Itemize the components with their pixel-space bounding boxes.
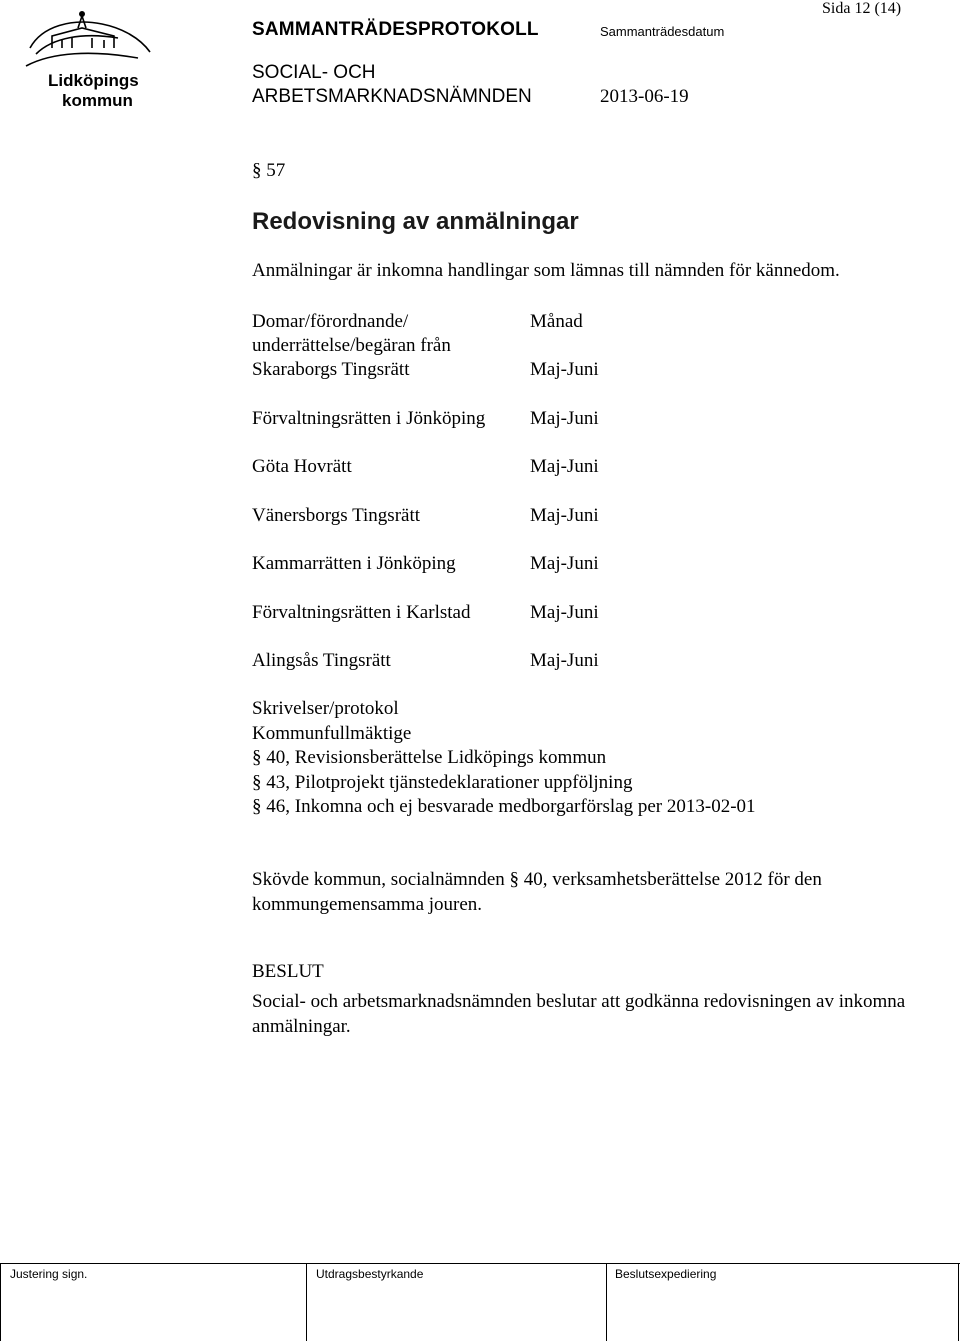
court-month: Maj-Juni — [530, 650, 599, 671]
footer-utdrag-label: Utdragsbestyrkande — [316, 1267, 424, 1281]
court-name: Förvaltningsrätten i Jönköping — [252, 408, 486, 429]
court-month: Maj-Juni — [530, 408, 599, 429]
court-month: Maj-Juni — [530, 602, 599, 623]
court-name: Alingsås Tingsrätt — [252, 650, 391, 671]
court-month: Maj-Juni — [530, 505, 599, 526]
list-item: § 46, Inkomna och ej besvarade medborgarförslag per 2013-02-01 — [252, 796, 756, 817]
meeting-date: 2013-06-19 — [600, 86, 689, 107]
court-month: Maj-Juni — [530, 359, 599, 380]
section-heading: Redovisning av anmälningar — [252, 208, 579, 235]
list-item: § 40, Revisionsberättelse Lidköpings kommun — [252, 747, 607, 768]
protocol-title: SAMMANTRÄDESPROTOKOLL — [252, 19, 539, 40]
court-name: Förvaltningsrätten i Karlstad — [252, 602, 471, 623]
list-item: § 43, Pilotprojekt tjänstedeklarationer uppföljning — [252, 771, 633, 793]
footer-justering-label: Justering sign. — [10, 1267, 88, 1281]
lidkoping-logo — [22, 8, 162, 112]
footer-expediering-label: Beslutsexpediering — [615, 1267, 717, 1281]
court-header-name: Domar/förordnande/ underrättelse/begäran från — [252, 311, 451, 356]
footer-column-divider — [958, 1263, 959, 1341]
writings-list — [252, 697, 756, 820]
committee-name-line1: SOCIAL- OCH — [252, 62, 376, 83]
footer-divider — [0, 1263, 960, 1264]
court-name: Kammarrätten i Jönköping — [252, 553, 456, 574]
skovde-text: Skövde kommun, socialnämnden § 40, verksamhetsberättelse 2012 för den kommungemensamma jouren. — [252, 869, 822, 915]
writings-subheading: Kommunfullmäktige — [252, 722, 412, 744]
court-month: Maj-Juni — [530, 553, 599, 574]
writings-heading: Skrivelser/protokol — [252, 698, 399, 719]
footer-column-divider — [606, 1263, 607, 1341]
court-month: Maj-Juni — [530, 456, 599, 477]
committee-name-line2: ARBETSMARKNADSNÄMNDEN — [252, 86, 532, 107]
decision-heading: BESLUT — [252, 961, 324, 982]
court-name: Vänersborgs Tingsrätt — [252, 505, 421, 526]
court-header-month: Månad — [530, 311, 583, 332]
court-name: Göta Hovrätt — [252, 456, 352, 477]
svg-text:Lidköpings: Lidköpings — [48, 71, 139, 90]
footer-column-divider — [306, 1263, 307, 1341]
page-number: Sida 12 (14) — [822, 0, 902, 17]
court-name: Skaraborgs Tingsrätt — [252, 359, 410, 380]
intro-text: Anmälningar är inkomna handlingar som lämnas till nämnden för kännedom. — [252, 260, 840, 281]
meeting-date-label: Sammanträdesdatum — [600, 24, 725, 39]
paragraph-number: § 57 — [252, 160, 286, 181]
footer-column-divider — [0, 1263, 1, 1341]
svg-text:kommun: kommun — [62, 91, 133, 110]
decision-text: Social- och arbetsmarknadsnämnden beslutar att godkänna redovisningen av inkomna anmälningar. — [252, 991, 906, 1037]
